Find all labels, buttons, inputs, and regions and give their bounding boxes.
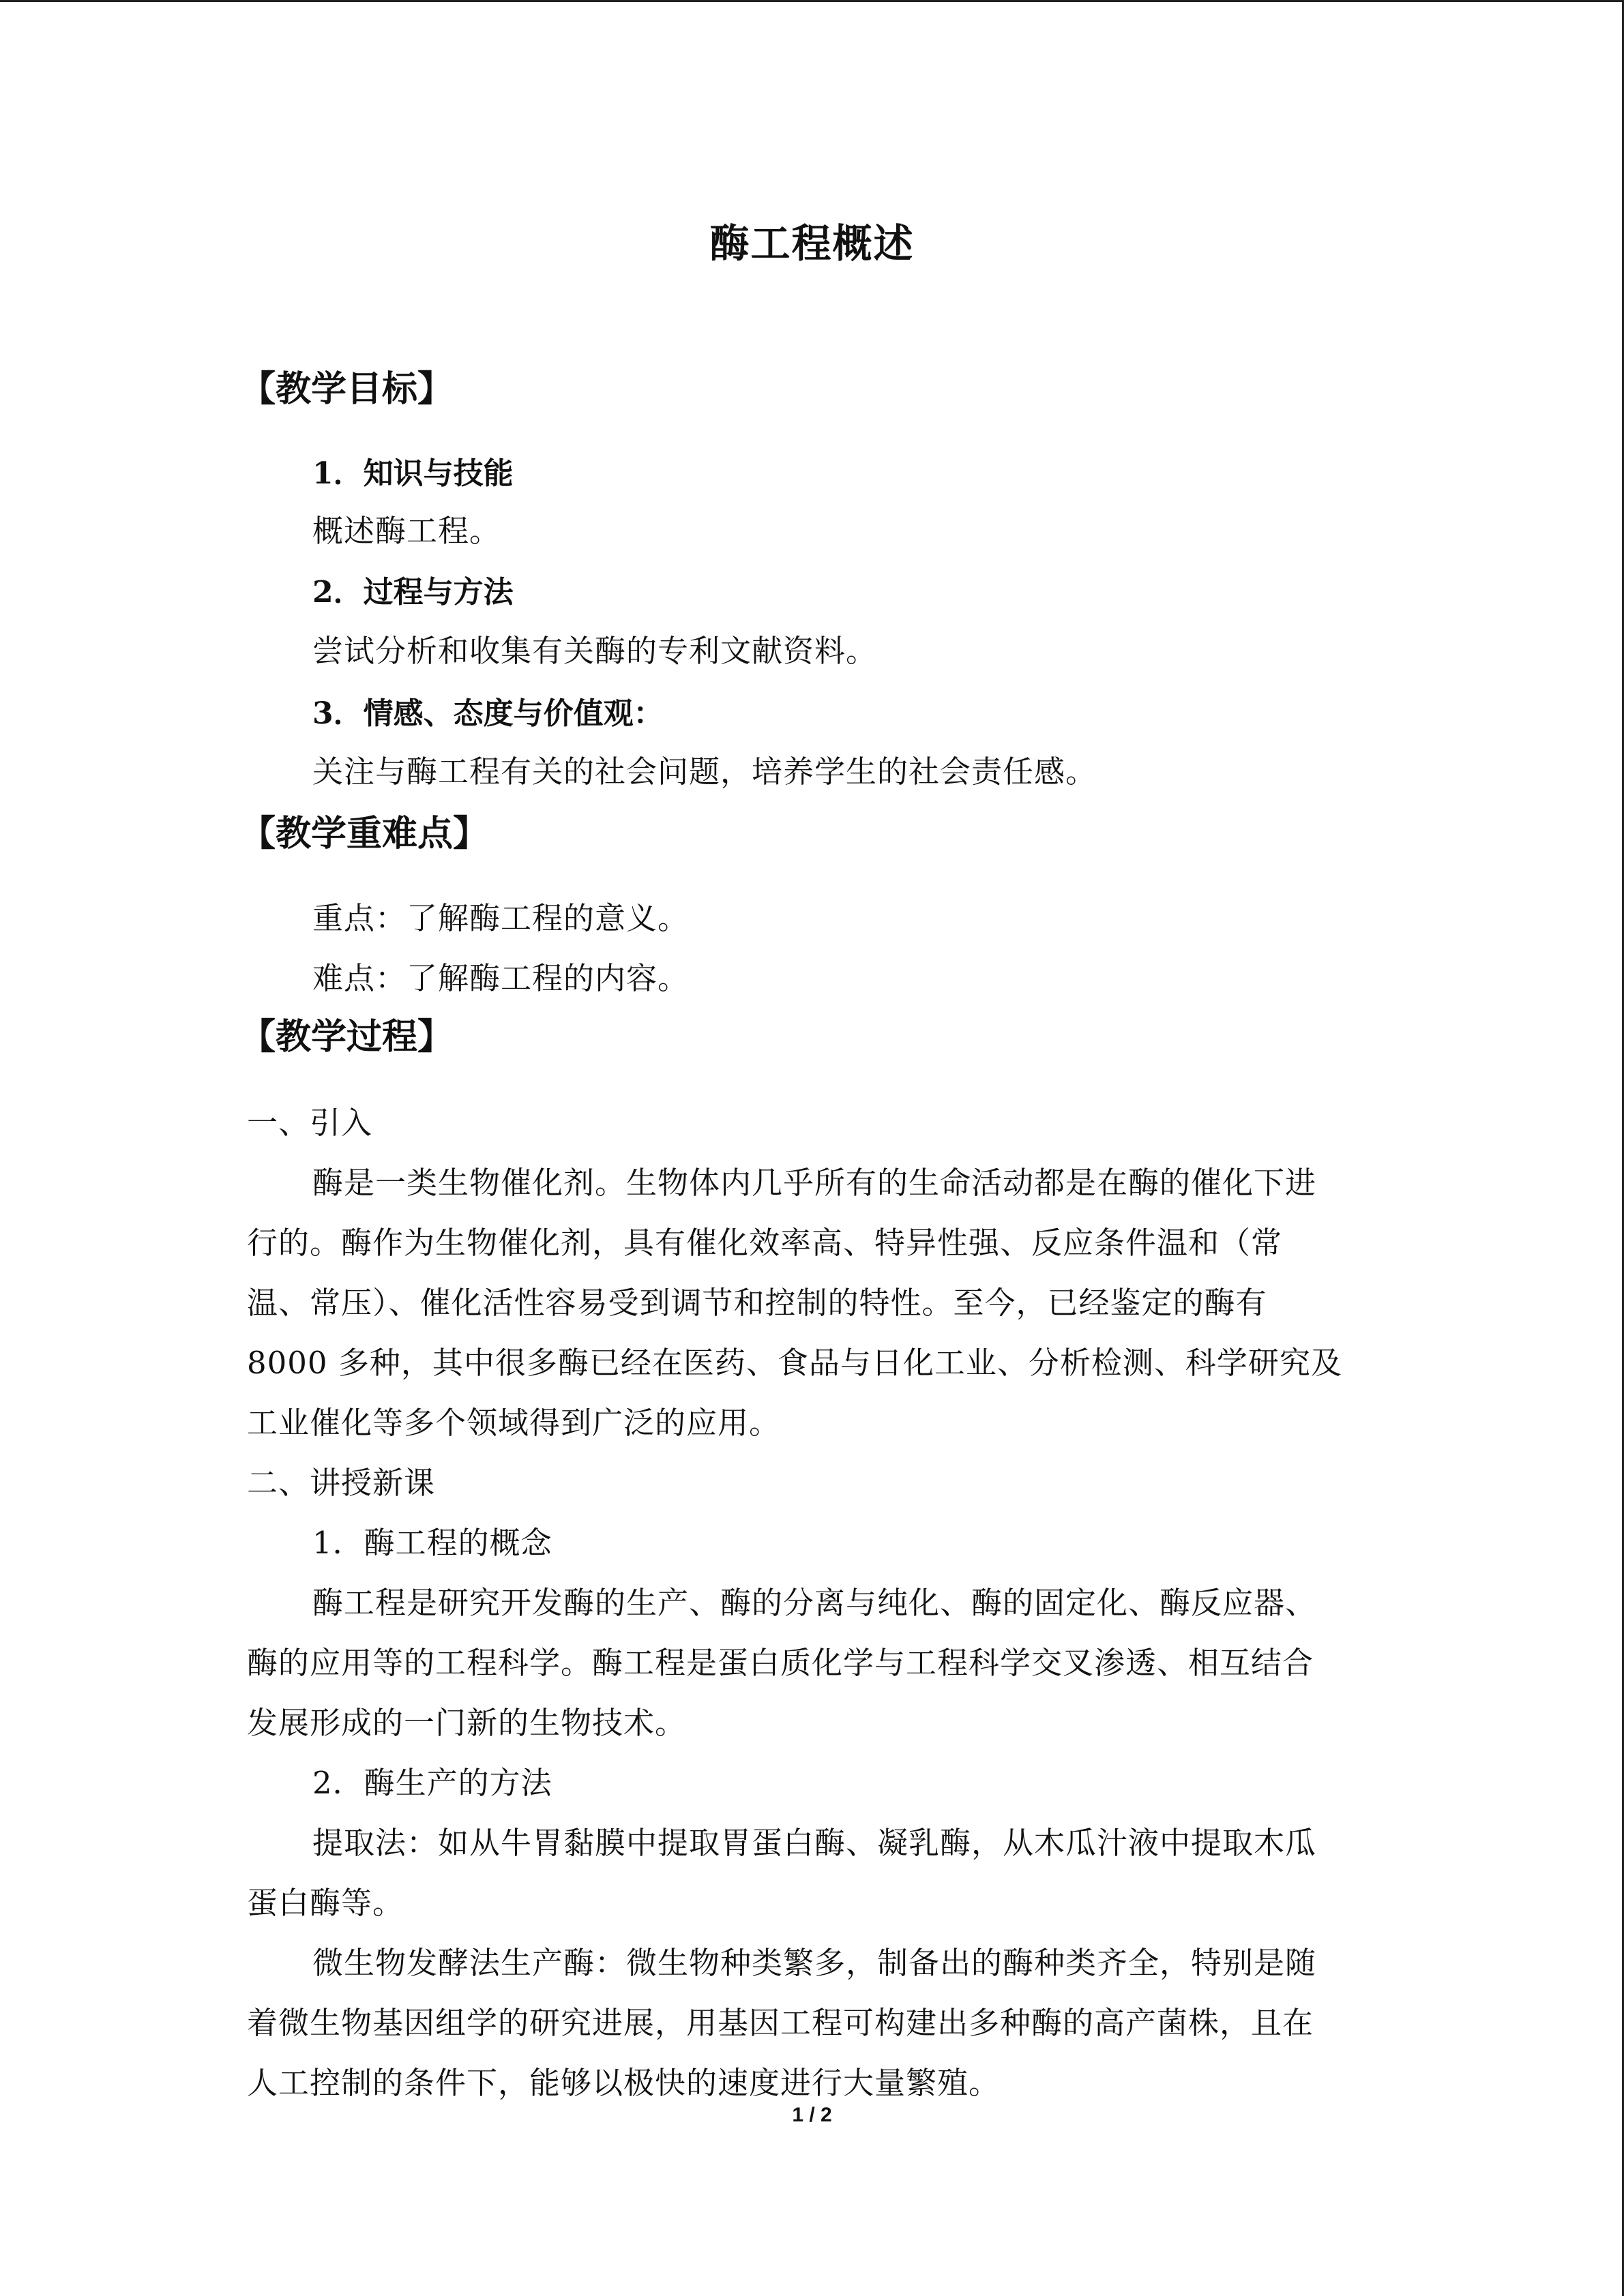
page-title: 酶工程概述 — [709, 220, 915, 267]
concept-line: 发展形成的一门新的生物技术。 — [247, 1705, 687, 1741]
intro-heading: 一、引入 — [247, 1105, 373, 1141]
objective-3-text: 关注与酶工程有关的社会问题，培养学生的社会责任感。 — [312, 754, 1097, 790]
objective-1-text: 概述酶工程。 — [312, 513, 501, 549]
ferment-line: 人工控制的条件下，能够以极快的速度进行大量繁殖。 — [247, 2065, 1001, 2101]
intro-line: 8000 多种，其中很多酶已经在医药、食品与日化工业、分析检测、科学研究及 — [247, 1345, 1342, 1381]
ferment-line: 微生物发酵法生产酶：微生物种类繁多，制备出的酶种类齐全，特别是随 — [312, 1945, 1317, 1981]
process-heading: 【教学过程】 — [240, 1016, 454, 1058]
intro-line: 工业催化等多个领域得到广泛的应用。 — [247, 1405, 781, 1441]
page-number: 1 / 2 — [792, 2104, 832, 2126]
objective-1-label: 1．知识与技能 — [312, 456, 514, 491]
objective-3-label: 3．情感、态度与价值观： — [312, 696, 664, 731]
difficulty-text: 难点：了解酶工程的内容。 — [312, 960, 690, 996]
key-points-heading: 【教学重难点】 — [240, 813, 489, 854]
focus-text: 重点：了解酶工程的意义。 — [312, 900, 690, 936]
concept-heading: 1．酶工程的概念 — [312, 1525, 552, 1561]
objective-2-text: 尝试分析和收集有关酶的专利文献资料。 — [312, 633, 878, 669]
objectives-heading: 【教学目标】 — [240, 368, 454, 410]
concept-line: 酶的应用等的工程科学。酶工程是蛋白质化学与工程科学交叉渗透、相互结合 — [247, 1645, 1314, 1681]
lesson-heading: 二、讲授新课 — [247, 1465, 436, 1501]
ferment-line: 着微生物基因组学的研究进展，用基因工程可构建出多种酶的高产菌株，且在 — [247, 2005, 1314, 2041]
top-border — [0, 0, 1624, 2]
objective-2-label: 2．过程与方法 — [312, 575, 514, 610]
intro-line: 行的。酶作为生物催化剂，具有催化效率高、特异性强、反应条件温和（常 — [247, 1225, 1283, 1261]
extract-line: 提取法：如从牛胃黏膜中提取胃蛋白酶、凝乳酶，从木瓜汁液中提取木瓜 — [312, 1825, 1317, 1861]
concept-line: 酶工程是研究开发酶的生产、酶的分离与纯化、酶的固定化、酶反应器、 — [312, 1585, 1317, 1621]
method-heading: 2．酶生产的方法 — [312, 1765, 552, 1801]
intro-line: 温、常压）、催化活性容易受到调节和控制的特性。至今，已经鉴定的酶有 — [247, 1285, 1267, 1321]
intro-line: 酶是一类生物催化剂。生物体内几乎所有的生命活动都是在酶的催化下进 — [312, 1165, 1317, 1201]
extract-line: 蛋白酶等。 — [247, 1885, 404, 1921]
